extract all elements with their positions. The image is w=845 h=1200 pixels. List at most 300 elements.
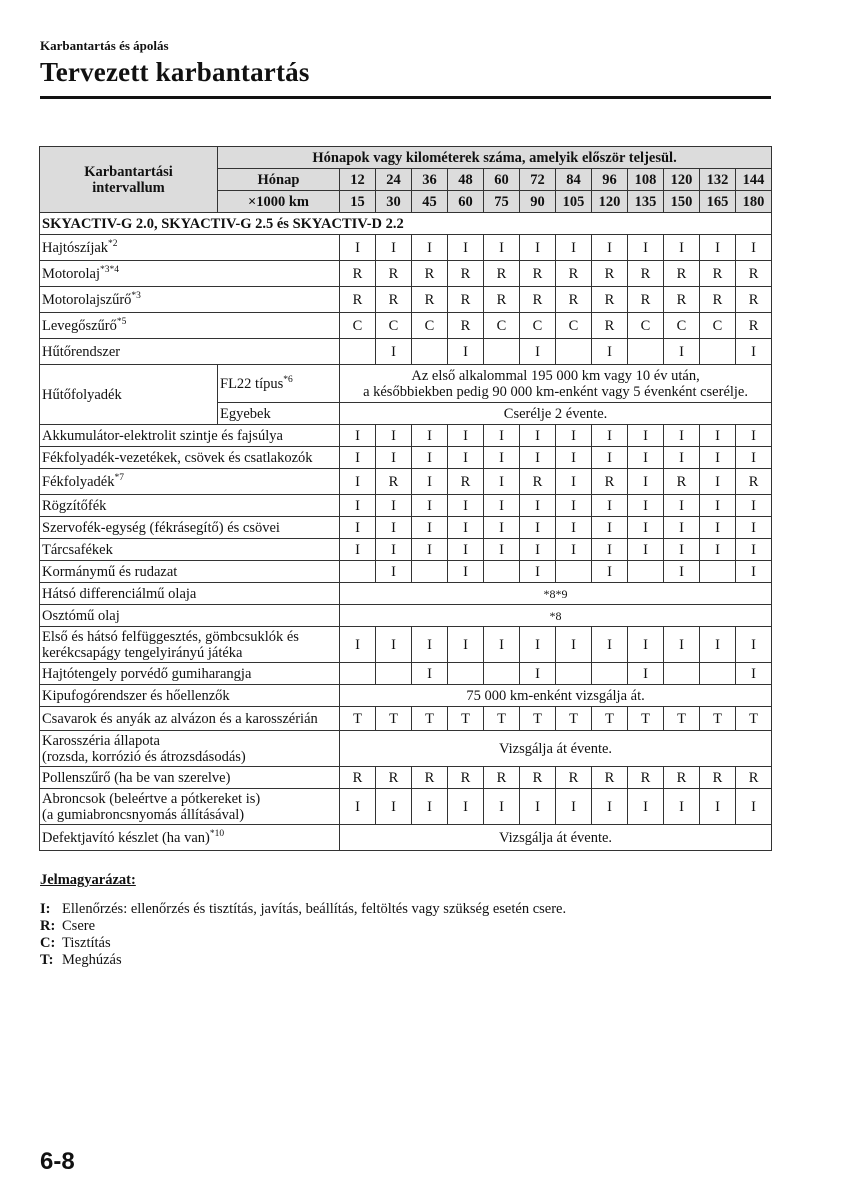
- schedule-cell: I: [412, 789, 448, 825]
- schedule-cell: [628, 339, 664, 365]
- row-label: [40, 235, 340, 261]
- schedule-cell: R: [628, 767, 664, 789]
- legend-text: Ellenőrzés: ellenőrzés és tisztítás, javítás, beállítás, feltöltés vagy szükség esetén csere.: [62, 901, 567, 917]
- schedule-cell: I: [448, 495, 484, 517]
- schedule-cell: I: [340, 517, 376, 539]
- schedule-cell: [556, 663, 592, 685]
- maintenance-table: [39, 146, 772, 851]
- page-title: Tervezett karbantartás: [40, 57, 310, 87]
- schedule-cell: I: [376, 517, 412, 539]
- schedule-cell: C: [412, 313, 448, 339]
- schedule-cell: I: [556, 517, 592, 539]
- row-label: [40, 561, 340, 583]
- tires-row: [40, 789, 772, 825]
- schedule-cell: [376, 663, 412, 685]
- schedule-cell: I: [628, 447, 664, 469]
- month-header: 120: [664, 169, 700, 191]
- schedule-cell: R: [448, 767, 484, 789]
- schedule-cell: I: [484, 447, 520, 469]
- schedule-cell: [484, 663, 520, 685]
- schedule-cell: C: [484, 313, 520, 339]
- legend: [40, 872, 566, 969]
- schedule-cell: [700, 663, 736, 685]
- schedule-cell: [556, 561, 592, 583]
- schedule-cell: I: [736, 339, 772, 365]
- schedule-cell: T: [448, 707, 484, 731]
- schedule-cell: I: [412, 495, 448, 517]
- schedule-cell: I: [700, 789, 736, 825]
- row-label: [40, 495, 340, 517]
- schedule-cell: R: [484, 261, 520, 287]
- section-heading: Karbantartás és ápolás: [40, 38, 169, 53]
- schedule-cell: R: [340, 287, 376, 313]
- km-header: 90: [520, 191, 556, 213]
- schedule-cell: T: [340, 707, 376, 731]
- schedule-cell: R: [592, 767, 628, 789]
- month-header: 96: [592, 169, 628, 191]
- schedule-cell: I: [448, 627, 484, 663]
- schedule-cell: I: [484, 517, 520, 539]
- km-header: 180: [736, 191, 772, 213]
- schedule-cell: I: [520, 663, 556, 685]
- schedule-cell: I: [376, 495, 412, 517]
- schedule-cell: C: [556, 313, 592, 339]
- schedule-cell: I: [376, 539, 412, 561]
- schedule-cell: [700, 561, 736, 583]
- legend-heading: Jelmagyarázat:: [40, 872, 136, 888]
- schedule-cell: I: [448, 425, 484, 447]
- schedule-cell: [412, 561, 448, 583]
- row-label: [40, 447, 340, 469]
- schedule-cell: R: [664, 469, 700, 495]
- schedule-cell: I: [700, 517, 736, 539]
- row-label: Osztómű olaj: [40, 605, 340, 627]
- schedule-cell: I: [448, 517, 484, 539]
- schedule-cell: I: [448, 539, 484, 561]
- schedule-cell: I: [412, 469, 448, 495]
- schedule-cell: I: [412, 663, 448, 685]
- bolts-row: [40, 707, 772, 731]
- row-label-line: Első és hátsó felfüggesztés, gömbcsuklók és: [42, 628, 299, 645]
- footnote-ref: *6: [283, 374, 293, 385]
- schedule-cell: R: [412, 287, 448, 313]
- schedule-cell: R: [736, 287, 772, 313]
- exhaust-text: 75 000 km-enként vizsgálja át.: [340, 685, 772, 707]
- schedule-cell: T: [484, 707, 520, 731]
- table-row: [40, 469, 772, 495]
- schedule-cell: R: [484, 767, 520, 789]
- body-row: [40, 731, 772, 767]
- footnote-ref: *10: [209, 828, 225, 839]
- schedule-cell: I: [628, 539, 664, 561]
- table-row: [40, 539, 772, 561]
- schedule-cell: I: [412, 517, 448, 539]
- row-label-text: Akkumulátor-elektrolit szintje és fajsúlya: [42, 427, 283, 444]
- page-number: 6-8: [40, 1148, 75, 1175]
- schedule-cell: I: [736, 425, 772, 447]
- row-label-text: Motorolajszűrő: [42, 291, 132, 308]
- row-label-text: Fékfolyadék: [42, 473, 115, 490]
- schedule-cell: I: [520, 561, 556, 583]
- schedule-cell: I: [700, 425, 736, 447]
- legend-text: Tisztítás: [62, 935, 111, 951]
- schedule-cell: I: [628, 789, 664, 825]
- table-row: [40, 339, 772, 365]
- legend-item: [40, 901, 566, 918]
- schedule-cell: I: [592, 561, 628, 583]
- row-label-text: Motorolaj: [42, 265, 100, 282]
- schedule-cell: R: [520, 261, 556, 287]
- schedule-cell: I: [520, 447, 556, 469]
- schedule-cell: I: [556, 495, 592, 517]
- schedule-cell: C: [376, 313, 412, 339]
- schedule-cell: I: [664, 495, 700, 517]
- row-label: [40, 313, 340, 339]
- schedule-cell: T: [592, 707, 628, 731]
- km-header: 60: [448, 191, 484, 213]
- footnote-ref: *3: [131, 290, 141, 301]
- schedule-cell: R: [736, 313, 772, 339]
- schedule-cell: I: [592, 539, 628, 561]
- schedule-cell: I: [376, 561, 412, 583]
- schedule-cell: I: [520, 339, 556, 365]
- schedule-cell: I: [556, 469, 592, 495]
- legend-key: C:: [40, 935, 56, 951]
- schedule-cell: I: [664, 339, 700, 365]
- table-row: [40, 235, 772, 261]
- schedule-cell: R: [628, 287, 664, 313]
- month-header: 24: [376, 169, 412, 191]
- table-row: [40, 495, 772, 517]
- legend-key: T:: [40, 952, 54, 968]
- schedule-cell: [340, 561, 376, 583]
- schedule-cell: I: [700, 447, 736, 469]
- schedule-cell: I: [592, 517, 628, 539]
- schedule-cell: R: [736, 767, 772, 789]
- schedule-cell: T: [736, 707, 772, 731]
- schedule-cell: R: [700, 767, 736, 789]
- schedule-cell: I: [556, 425, 592, 447]
- fl22-text: [340, 365, 772, 403]
- footnote-cell: *8: [340, 605, 772, 627]
- month-header: 48: [448, 169, 484, 191]
- exhaust-row: [40, 685, 772, 707]
- schedule-cell: [340, 339, 376, 365]
- repair-kit-row: [40, 825, 772, 851]
- schedule-cell: [412, 339, 448, 365]
- schedule-cell: I: [448, 789, 484, 825]
- km-header: 30: [376, 191, 412, 213]
- schedule-cell: I: [484, 627, 520, 663]
- row-label: [40, 425, 340, 447]
- schedule-cell: I: [376, 235, 412, 261]
- row-label: Kipufogórendszer és hőellenzők: [40, 685, 340, 707]
- schedule-cell: I: [700, 539, 736, 561]
- schedule-cell: I: [376, 789, 412, 825]
- row-label: Hajtótengely porvédő gumiharangja: [40, 663, 340, 685]
- row-label: [40, 517, 340, 539]
- schedule-cell: I: [340, 627, 376, 663]
- schedule-cell: I: [412, 425, 448, 447]
- schedule-cell: I: [448, 447, 484, 469]
- schedule-cell: I: [664, 561, 700, 583]
- row-label-text: Tárcsafékek: [42, 541, 113, 558]
- row-label: [40, 789, 340, 825]
- schedule-cell: I: [412, 539, 448, 561]
- schedule-cell: I: [628, 517, 664, 539]
- km-label: ×1000 km: [218, 191, 340, 213]
- schedule-cell: I: [520, 495, 556, 517]
- schedule-cell: I: [592, 495, 628, 517]
- schedule-cell: [664, 663, 700, 685]
- schedule-cell: I: [664, 627, 700, 663]
- row-label-text: Szervofék-egység (fékrásegítő) és csövei: [42, 519, 280, 536]
- km-header: 120: [592, 191, 628, 213]
- schedule-cell: [484, 561, 520, 583]
- schedule-cell: R: [556, 767, 592, 789]
- footnote-ref: *3*4: [100, 264, 119, 275]
- schedule-cell: R: [592, 287, 628, 313]
- row-label-text: Rögzítőfék: [42, 497, 107, 514]
- schedule-cell: R: [376, 287, 412, 313]
- schedule-cell: I: [520, 627, 556, 663]
- row-label: [40, 539, 340, 561]
- schedule-cell: R: [700, 261, 736, 287]
- fl22-label-text: FL22 típus: [220, 375, 284, 392]
- schedule-cell: I: [592, 447, 628, 469]
- schedule-cell: I: [736, 517, 772, 539]
- schedule-cell: I: [484, 789, 520, 825]
- schedule-cell: R: [412, 767, 448, 789]
- month-header: 72: [520, 169, 556, 191]
- schedule-cell: I: [484, 469, 520, 495]
- legend-key: I:: [40, 901, 51, 917]
- footnote-cell: *8*9: [340, 583, 772, 605]
- table-row: [40, 517, 772, 539]
- schedule-cell: I: [736, 539, 772, 561]
- footnote-ref: *7: [114, 472, 124, 483]
- row-label-line: kerékcsapágy tengelyirányú játéka: [42, 644, 243, 661]
- schedule-cell: I: [592, 789, 628, 825]
- km-header: 75: [484, 191, 520, 213]
- schedule-cell: R: [376, 469, 412, 495]
- table-row: [40, 287, 772, 313]
- legend-item: [40, 918, 566, 935]
- schedule-cell: T: [376, 707, 412, 731]
- schedule-cell: I: [700, 495, 736, 517]
- schedule-cell: R: [448, 469, 484, 495]
- table-row: [40, 261, 772, 287]
- pollen-row: [40, 767, 772, 789]
- month-header: 84: [556, 169, 592, 191]
- fl22-label: [218, 365, 340, 403]
- schedule-cell: I: [376, 627, 412, 663]
- month-header: 132: [700, 169, 736, 191]
- schedule-cell: I: [556, 539, 592, 561]
- schedule-cell: C: [340, 313, 376, 339]
- schedule-cell: R: [376, 767, 412, 789]
- schedule-cell: I: [520, 517, 556, 539]
- rear-diff-row: [40, 583, 772, 605]
- schedule-cell: I: [736, 663, 772, 685]
- row-label: [40, 287, 340, 313]
- legend-text: Meghúzás: [62, 952, 122, 968]
- schedule-cell: R: [700, 287, 736, 313]
- schedule-cell: [340, 663, 376, 685]
- schedule-cell: I: [628, 425, 664, 447]
- schedule-cell: I: [448, 235, 484, 261]
- row-label: [40, 339, 340, 365]
- schedule-cell: I: [664, 425, 700, 447]
- schedule-cell: [628, 561, 664, 583]
- schedule-cell: R: [340, 767, 376, 789]
- schedule-cell: R: [592, 261, 628, 287]
- km-header: 165: [700, 191, 736, 213]
- km-header: 150: [664, 191, 700, 213]
- schedule-cell: I: [736, 235, 772, 261]
- schedule-cell: I: [340, 539, 376, 561]
- boot-row: [40, 663, 772, 685]
- schedule-cell: R: [520, 469, 556, 495]
- schedule-cell: I: [700, 627, 736, 663]
- schedule-cell: I: [664, 789, 700, 825]
- schedule-cell: I: [592, 339, 628, 365]
- schedule-cell: R: [520, 767, 556, 789]
- schedule-cell: T: [556, 707, 592, 731]
- schedule-cell: I: [736, 561, 772, 583]
- schedule-cell: I: [448, 561, 484, 583]
- schedule-cell: I: [376, 447, 412, 469]
- schedule-cell: R: [448, 261, 484, 287]
- row-label-line: Abroncsok (beleértve a pótkereket is): [42, 790, 261, 807]
- row-label-text: Levegőszűrő: [42, 317, 117, 334]
- body-text: Vizsgálja át évente.: [340, 731, 772, 767]
- schedule-cell: I: [520, 789, 556, 825]
- schedule-cell: I: [340, 425, 376, 447]
- repair-kit-text: Vizsgálja át évente.: [340, 825, 772, 851]
- schedule-cell: [592, 663, 628, 685]
- km-header: 135: [628, 191, 664, 213]
- schedule-cell: R: [664, 287, 700, 313]
- schedule-cell: I: [700, 469, 736, 495]
- row-label: [40, 469, 340, 495]
- schedule-cell: T: [628, 707, 664, 731]
- row-label: Pollenszűrő (ha be van szerelve): [40, 767, 340, 789]
- table-row: [40, 425, 772, 447]
- schedule-cell: C: [628, 313, 664, 339]
- fl22-text-line: Az első alkalommal 195 000 km vagy 10 év után,: [411, 367, 700, 384]
- engine-section-title: SKYACTIV-G 2.0, SKYACTIV-G 2.5 és SKYACTIV-D 2.2: [40, 213, 772, 235]
- schedule-cell: R: [628, 261, 664, 287]
- schedule-cell: C: [664, 313, 700, 339]
- schedule-cell: I: [592, 235, 628, 261]
- schedule-cell: I: [520, 425, 556, 447]
- schedule-cell: I: [664, 517, 700, 539]
- schedule-cell: I: [556, 235, 592, 261]
- schedule-cell: I: [556, 789, 592, 825]
- schedule-cell: I: [484, 425, 520, 447]
- schedule-cell: R: [484, 287, 520, 313]
- schedule-cell: I: [412, 627, 448, 663]
- schedule-cell: I: [592, 627, 628, 663]
- schedule-cell: I: [340, 789, 376, 825]
- km-header: 105: [556, 191, 592, 213]
- schedule-cell: I: [412, 447, 448, 469]
- schedule-cell: I: [412, 235, 448, 261]
- schedule-cell: I: [628, 495, 664, 517]
- schedule-cell: R: [520, 287, 556, 313]
- schedule-cell: I: [664, 539, 700, 561]
- schedule-cell: I: [664, 235, 700, 261]
- legend-item: [40, 935, 566, 952]
- legend-item: [40, 952, 566, 969]
- other-label: Egyebek: [218, 403, 340, 425]
- schedule-cell: R: [592, 313, 628, 339]
- schedule-cell: I: [340, 495, 376, 517]
- legend-text: Csere: [62, 918, 96, 934]
- schedule-cell: I: [628, 627, 664, 663]
- schedule-cell: R: [592, 469, 628, 495]
- row-label-line: (rozsda, korrózió és átrozsdásodás): [42, 748, 246, 765]
- footnote-ref: *2: [108, 238, 118, 249]
- schedule-cell: R: [448, 313, 484, 339]
- schedule-cell: R: [736, 261, 772, 287]
- schedule-cell: I: [520, 235, 556, 261]
- schedule-cell: T: [664, 707, 700, 731]
- schedule-cell: [484, 339, 520, 365]
- schedule-cell: T: [412, 707, 448, 731]
- schedule-cell: I: [376, 339, 412, 365]
- schedule-cell: R: [412, 261, 448, 287]
- table-row: [40, 447, 772, 469]
- row-label: [40, 825, 340, 851]
- row-label: Hűtőfolyadék: [40, 365, 218, 425]
- schedule-cell: I: [736, 495, 772, 517]
- schedule-cell: I: [736, 447, 772, 469]
- month-label: Hónap: [218, 169, 340, 191]
- km-header: 45: [412, 191, 448, 213]
- month-header: 60: [484, 169, 520, 191]
- month-header: 144: [736, 169, 772, 191]
- schedule-cell: R: [664, 261, 700, 287]
- schedule-cell: I: [628, 469, 664, 495]
- schedule-cell: I: [628, 663, 664, 685]
- suspension-row: [40, 627, 772, 663]
- table-row: [40, 561, 772, 583]
- row-label-line: (a gumiabroncsnyomás állításával): [42, 806, 245, 823]
- schedule-cell: R: [376, 261, 412, 287]
- row-label-text: Kormánymű és rudazat: [42, 563, 178, 580]
- schedule-cell: I: [628, 235, 664, 261]
- schedule-cell: I: [700, 235, 736, 261]
- row-label-text: Defektjavító készlet (ha van): [42, 829, 210, 846]
- schedule-cell: R: [664, 767, 700, 789]
- schedule-cell: I: [736, 627, 772, 663]
- title-divider: [40, 96, 771, 99]
- interval-label-cell: Karbantartási intervallum: [40, 147, 218, 213]
- schedule-cell: I: [340, 447, 376, 469]
- month-header: 36: [412, 169, 448, 191]
- schedule-cell: R: [556, 261, 592, 287]
- schedule-cell: I: [592, 425, 628, 447]
- schedule-cell: T: [520, 707, 556, 731]
- row-label: [40, 627, 340, 663]
- month-header: 108: [628, 169, 664, 191]
- schedule-cell: I: [520, 539, 556, 561]
- schedule-cell: I: [340, 235, 376, 261]
- row-label: [40, 731, 340, 767]
- month-header: 12: [340, 169, 376, 191]
